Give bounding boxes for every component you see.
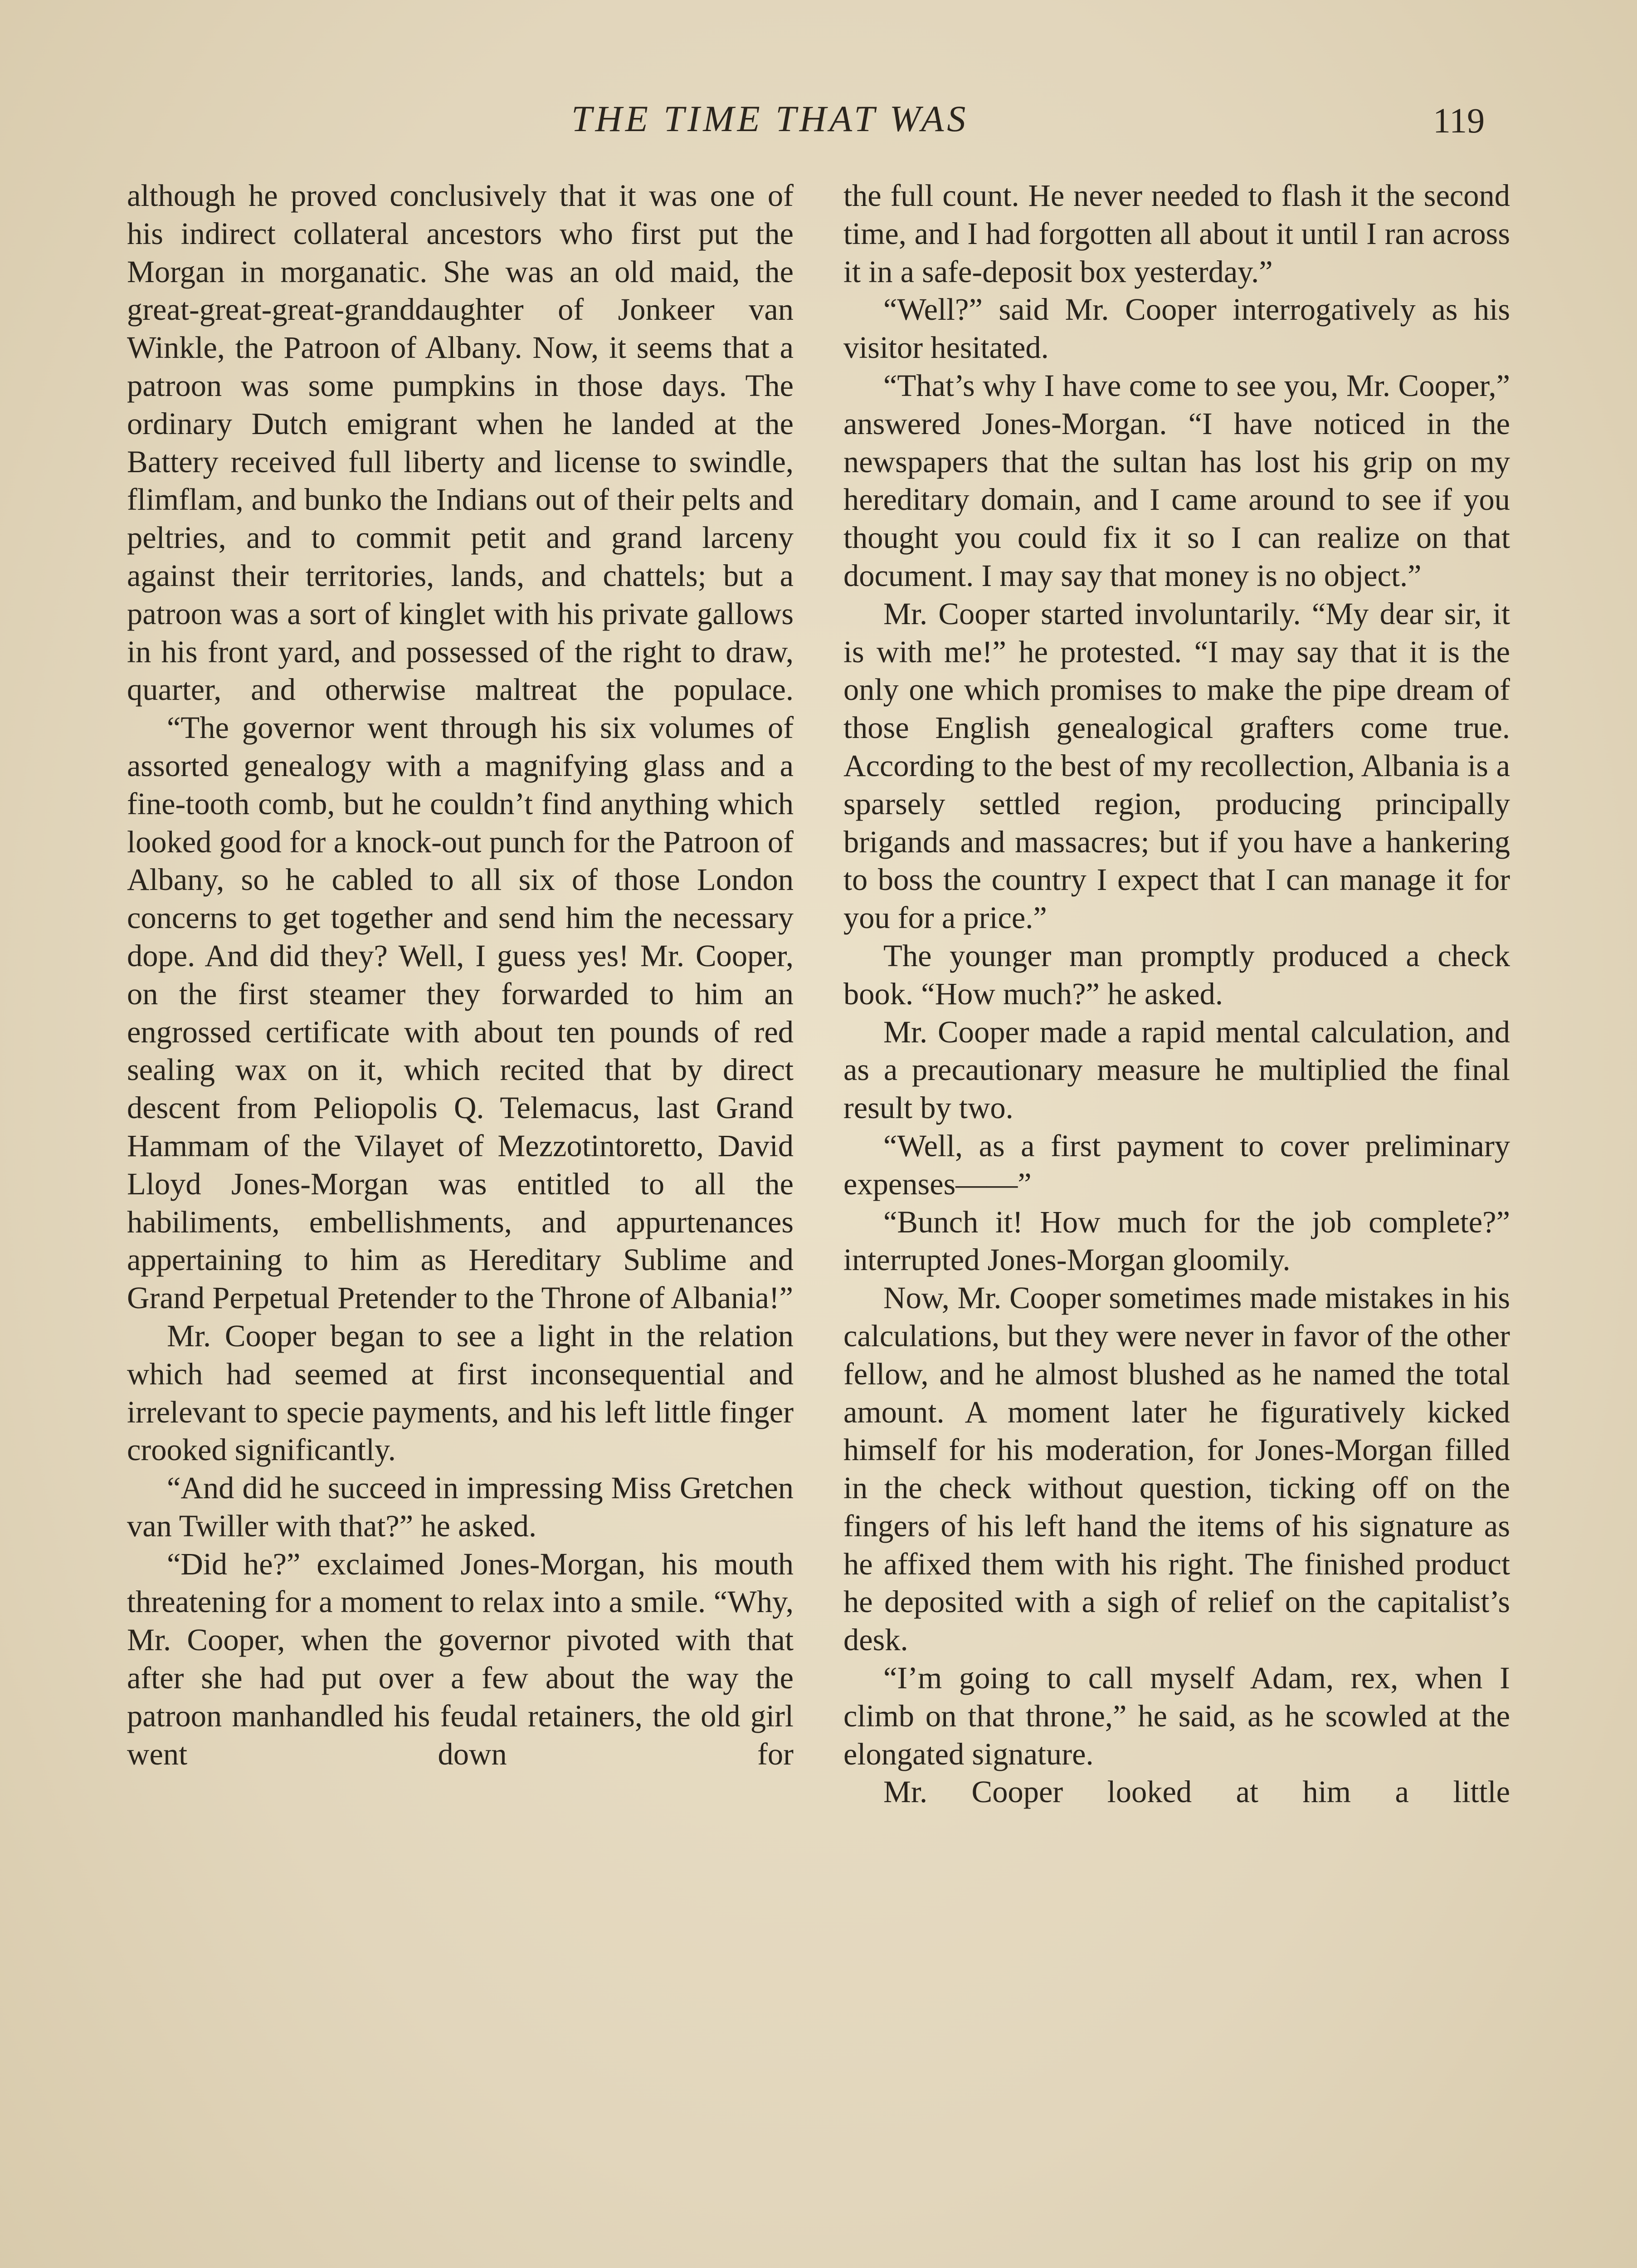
text-columns [127, 177, 1510, 2268]
paragraph: “The governor went through his six volumes of assorted genealogy with a magnifying glass and a fine-tooth comb, but he couldn’t find anything which looked good for a knock-out punch for the Patroon of Albany, so he cabled to all six of those London concerns to get together and send him the necessary dope. And did they? Well, I guess yes! Mr. Cooper, on the first steamer they forwarded to him an engrossed certificate with about ten pounds of red sealing wax on it, which recited that by direct descent from Peliopolis Q. Telemacus, last Grand Hammam of the Vilayet of Mezzotintoretto, David Lloyd Jones-Morgan was entitled to all the habiliments, embellishments, and appurtenances appertaining to him as Hereditary Sublime and Grand Perpetual Pretender to the Throne of Albania!” [127, 710, 794, 1315]
page-number: 119 [1433, 101, 1485, 140]
running-title: THE TIME THAT WAS [571, 98, 969, 139]
paragraph: Mr. Cooper began to see a light in the relation which had seemed at first inconsequential and irrelevant to specie payments, and his left little finger crooked significantly. [127, 1318, 794, 1467]
paragraph: the full count. He never needed to flash it the second time, and I had forgotten all about it until I ran across it in a safe-deposit box yesterday.” [843, 178, 1510, 289]
paragraph: although he proved conclusively that it was one of his indirect collateral ancestors who first put the Morgan in morganatic. She was an old maid, the great-great-great-granddaughter of Jonkeer van Winkle, the Patroon of Albany. Now, it seems that a patroon was some pumpkins in those days. The ordinary Dutch emigrant when he landed at the Battery received full liberty and license to swindle, flimflam, and bunko the Indians out of their pelts and peltries, and to commit petit and grand larceny against their territories, lands, and chattels; but a patroon was a sort of kinglet with his private gallows in his front yard, and possessed of the right to draw, quarter, and otherwise maltreat the populace. [127, 178, 794, 707]
paragraph: Mr. Cooper made a rapid mental calculation, and as a precautionary measure he multiplied the final result by two. [843, 1014, 1510, 1125]
paragraph: The younger man promptly produced a check book. “How much?” he asked. [843, 938, 1510, 1011]
paragraph: “Did he?” exclaimed Jones-Morgan, his mouth threatening for a moment to relax into a smile. “Why, Mr. Cooper, when the governor pivoted with that after she had put over a few about the way the patroon manhandled his feudal retainers, the old girl went down for [127, 1546, 794, 1771]
right-column [843, 177, 1510, 2268]
paragraph: Now, Mr. Cooper sometimes made mistakes in his calculations, but they were never in favor of the other fellow, and he almost blushed as he named the total amount. A moment later he figuratively kicked himself for his moderation, for Jones-Morgan filled in the check without question, ticking off on the fingers of his left hand the items of his signature as he affixed them with his right. The finished product he deposited with a sigh of relief on the capitalist’s desk. [843, 1281, 1510, 1657]
left-column [127, 177, 794, 2268]
paragraph: “Bunch it! How much for the job complete?” interrupted Jones-Morgan gloomily. [843, 1204, 1510, 1277]
paragraph: “Well, as a first payment to cover preliminary expenses——” [843, 1128, 1510, 1201]
paragraph: “I’m going to call myself Adam, rex, when I climb on that throne,” he said, as he scowled at the elongated signature. [843, 1661, 1510, 1771]
paragraph: Mr. Cooper started involuntarily. “My dear sir, it is with me!” he protested. “I may say that it is the only one which promises to make the pipe dream of those English genealogical grafters come true. According to the best of my recollection, Albania is a sparsely settled region, producing principally brigands and massacres; but if you have a hankering to boss the country I expect that I can manage it for you for a price.” [843, 596, 1510, 935]
paragraph: “Well?” said Mr. Cooper interrogatively as his visitor hesitated. [843, 292, 1510, 365]
paragraph: “That’s why I have come to see you, Mr. Cooper,” answered Jones-Morgan. “I have noticed in the newspapers that the sultan has lost his grip on my hereditary domain, and I came around to see if you thought you could fix it so I can realize on that document. I may say that money is no object.” [843, 368, 1510, 593]
paragraph: Mr. Cooper looked at him a little [883, 1774, 1510, 1809]
running-head [0, 98, 1637, 147]
paragraph: “And did he succeed in impressing Miss Gretchen van Twiller with that?” he asked. [127, 1471, 794, 1543]
